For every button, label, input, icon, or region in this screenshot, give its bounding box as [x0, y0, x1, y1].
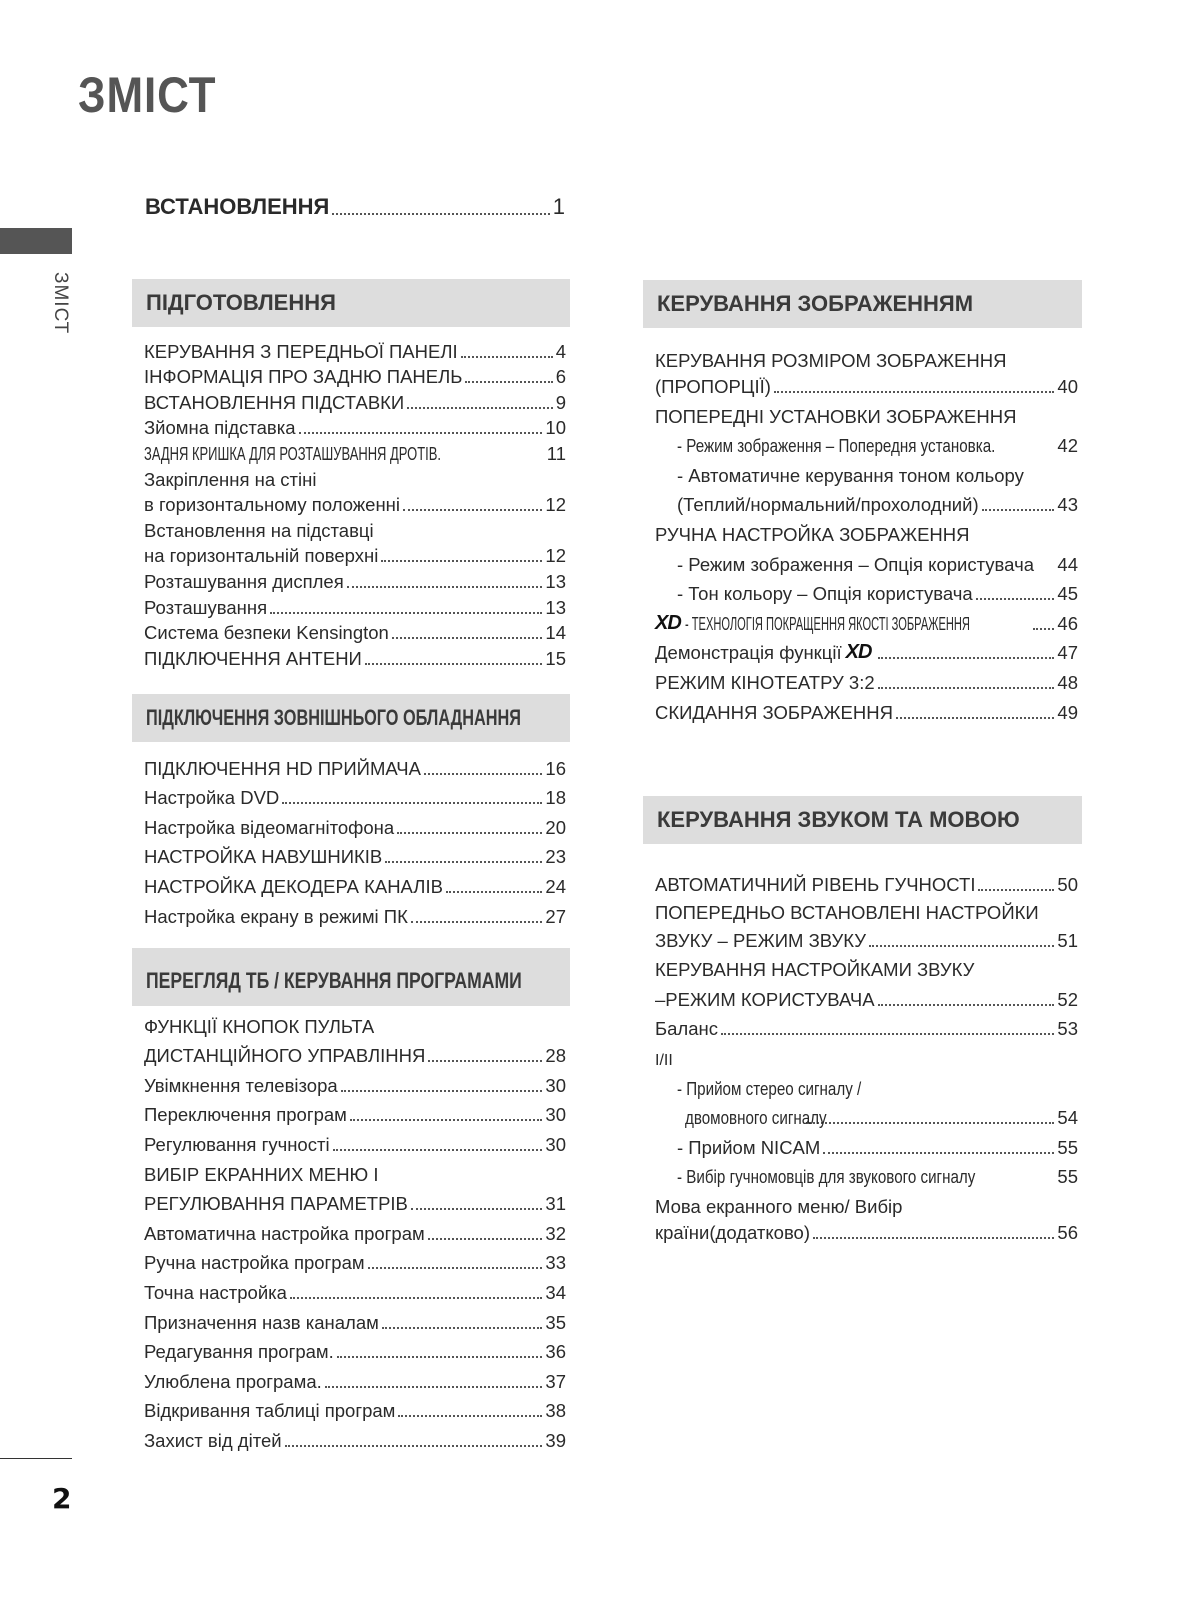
toc-entry[interactable]	[655, 398, 1078, 428]
toc-entry-title: Настройка DVD	[144, 787, 280, 809]
toc-entry-title: Редагування програм.	[144, 1341, 334, 1363]
toc-page-number: 1	[552, 194, 565, 219]
dot-leader	[806, 1122, 1055, 1124]
toc-entry[interactable]	[144, 868, 566, 898]
toc-page-number: 12	[545, 545, 566, 567]
dot-leader	[365, 663, 543, 665]
page-title: ЗМІСТ	[78, 67, 217, 123]
dot-leader	[290, 1297, 542, 1299]
dot-leader	[465, 381, 552, 383]
dot-leader	[347, 586, 543, 588]
toc-entry[interactable]	[144, 593, 566, 619]
toc-page-number: 56	[1057, 1221, 1078, 1243]
dot-leader	[368, 1267, 543, 1269]
toc-page-number: 28	[545, 1045, 566, 1067]
dot-leader	[823, 1152, 1054, 1154]
toc-entry-title: РУЧНА НАСТРОЙКА ЗОБРАЖЕННЯ	[655, 523, 970, 545]
toc-entry-title: ПІДКЛЮЧЕННЯ HD ПРИЙМАЧА	[144, 757, 421, 779]
toc-entry[interactable]	[655, 1129, 1078, 1159]
section-sound-language	[643, 796, 1082, 1244]
dot-leader	[896, 717, 1054, 719]
toc-page-number: 30	[545, 1104, 566, 1126]
toc-page-number: 30	[545, 1133, 566, 1155]
toc-entry-title: - Вибір гучномовців для звукового сигналу	[677, 1166, 976, 1188]
toc-entry-title: Точна настройка	[144, 1281, 287, 1303]
section-title: ПІДГОТОВЛЕННЯ	[146, 290, 336, 315]
dot-leader	[332, 213, 549, 215]
dot-leader	[299, 432, 543, 434]
toc-entry-title: Автоматична настройка програм	[144, 1222, 425, 1244]
dot-leader	[869, 945, 1054, 947]
toc-page-number: 55	[1057, 1166, 1078, 1188]
toc-entry-title: двомовного сигналу	[685, 1107, 827, 1129]
section-heading	[132, 694, 570, 742]
dot-leader	[398, 1415, 542, 1417]
toc-entry[interactable]	[655, 1011, 1078, 1041]
dot-leader	[774, 391, 1054, 393]
toc-entry-title: Баланс	[655, 1018, 718, 1040]
dot-leader	[392, 637, 543, 639]
toc-entry-title: КЕРУВАННЯ РОЗМІРОМ ЗОБРАЖЕННЯ	[655, 350, 1007, 371]
section-heading	[132, 279, 570, 327]
toc-entry[interactable]	[655, 1218, 1078, 1244]
toc-entry[interactable]	[144, 1215, 566, 1245]
toc-entry[interactable]	[655, 952, 1078, 982]
toc-entry[interactable]	[655, 1159, 1078, 1189]
section-title: КЕРУВАННЯ ЗОБРАЖЕННЯМ	[657, 291, 974, 316]
toc-entry[interactable]	[144, 898, 566, 928]
toc-entry-title: - Прийом NICAM	[677, 1136, 821, 1158]
toc-entry[interactable]	[655, 896, 1078, 924]
toc-entry-title: ЗАДНЯ КРИШКА ДЛЯ РОЗТАШУВАННЯ ДРОТІВ.	[144, 442, 441, 464]
section-external-equipment	[132, 694, 570, 928]
toc-entry[interactable]	[144, 1422, 566, 1452]
toc-page-number: 38	[545, 1400, 566, 1422]
toc-entry-title: ВИБІР ЕКРАННИХ МЕНЮ І	[144, 1163, 379, 1185]
section-preparation	[132, 279, 570, 670]
toc-page-number: 23	[545, 846, 566, 868]
toc-page-number: 53	[1057, 1018, 1078, 1040]
toc-entry[interactable]	[144, 1393, 566, 1423]
toc-entry-title: НАСТРОЙКА НАВУШНИКІВ	[144, 846, 383, 868]
toc-page-number: 33	[545, 1252, 566, 1274]
toc-entry[interactable]	[144, 1126, 566, 1156]
toc-page-number: 31	[545, 1193, 566, 1215]
dot-leader	[270, 612, 542, 614]
toc-entry[interactable]	[144, 1097, 566, 1127]
toc-entry-title: СКИДАННЯ ЗОБРАЖЕННЯ	[655, 701, 893, 723]
dot-leader	[428, 1238, 543, 1240]
toc-entry[interactable]	[655, 428, 1078, 458]
dot-leader	[428, 1060, 542, 1062]
toc-entry-title: Мова екранного меню/ Вибір	[655, 1195, 903, 1217]
dot-leader	[350, 1119, 543, 1121]
toc-entry-title: ПІДКЛЮЧЕННЯ АНТЕНИ	[144, 647, 362, 669]
toc-entry-title: –РЕЖИМ КОРИСТУВАЧА	[655, 988, 875, 1010]
dot-leader	[333, 1149, 543, 1151]
toc-page-number: 11	[546, 442, 566, 464]
xd-logo-icon: XD	[655, 611, 681, 634]
toc-page-number: 14	[545, 622, 566, 644]
toc-entry[interactable]	[655, 694, 1078, 724]
toc-entry[interactable]	[655, 1188, 1078, 1218]
toc-entry[interactable]	[144, 1363, 566, 1393]
toc-entry-title: - Тон кольору – Опція користувача	[677, 583, 973, 605]
section-tv-programs	[132, 948, 570, 1452]
toc-entry-title: ФУНКЦІЇ КНОПОК ПУЛЬТА	[144, 1015, 375, 1037]
toc-page-number: 4	[555, 340, 566, 362]
toc-page-number: 10	[545, 417, 566, 439]
toc-entry[interactable]	[655, 1070, 1078, 1100]
toc-entry[interactable]	[144, 491, 566, 517]
toc-entry-title: Розташування	[144, 596, 268, 618]
toc-entry-title: Увімкнення телевізора	[144, 1074, 338, 1096]
toc-entry-title: Переключення програм	[144, 1104, 347, 1126]
toc-entry-title: Розташування дисплея	[144, 570, 344, 592]
toc-entry-title: - ТЕХНОЛОГІЯ ПОКРАЩЕННЯ ЯКОСТІ ЗОБРАЖЕННЯ	[684, 612, 970, 634]
toc-entry-title: НАСТРОЙКА ДЕКОДЕРА КАНАЛІВ	[144, 875, 443, 897]
toc-entry-title: Настройка відеомагнітофона	[144, 816, 395, 838]
toc-entry[interactable]	[144, 516, 566, 542]
toc-entry[interactable]	[655, 457, 1078, 487]
toc-page-number: 44	[1057, 553, 1078, 575]
dot-leader	[976, 598, 1055, 600]
dot-leader	[461, 356, 553, 358]
toc-entry-title: Демонстрація функції	[655, 642, 842, 664]
toc-entry-title: ПОПЕРЕДНЬО ВСТАНОВЛЕНІ НАСТРОЙКИ	[655, 901, 1039, 923]
toc-entry-title: ПОПЕРЕДНІ УСТАНОВКИ ЗОБРАЖЕННЯ	[655, 405, 1017, 427]
toc-page-number: 12	[545, 494, 566, 516]
toc-entry[interactable]	[144, 542, 566, 568]
toc-entry[interactable]	[144, 839, 566, 869]
toc-entry[interactable]	[144, 1304, 566, 1334]
toc-page-number: 35	[545, 1311, 566, 1333]
toc-entry-title: - Автоматичне керування тоном кольору	[677, 464, 1024, 486]
dot-leader	[325, 1386, 543, 1388]
dot-leader	[424, 773, 543, 775]
toc-entry-title: Регулювання гучності	[144, 1133, 330, 1155]
toc-entry[interactable]	[144, 567, 566, 593]
toc-page-number: 37	[545, 1370, 566, 1392]
section-title: ПІДКЛЮЧЕННЯ ЗОВНІШНЬОГО ОБЛАДНАННЯ	[146, 705, 522, 730]
toc-entry-title: Закріплення на стіні	[144, 468, 317, 490]
toc-entry-title: РЕГУЛЮВАННЯ ПАРАМЕТРІВ	[144, 1193, 408, 1215]
dot-leader	[407, 407, 552, 409]
dot-leader	[403, 509, 542, 511]
toc-page-number: 36	[545, 1341, 566, 1363]
toc-entry-title: КЕРУВАННЯ НАСТРОЙКАМИ ЗВУКУ	[655, 959, 975, 981]
toc-entry[interactable]	[144, 1334, 566, 1364]
toc-entry-title: Призначення назв каналам	[144, 1311, 379, 1333]
toc-entry-title: Захист від дітей	[144, 1429, 282, 1451]
toc-entry[interactable]	[655, 372, 1078, 398]
toc-entry[interactable]	[144, 1008, 566, 1038]
toc-entry-title: АВТОМАТИЧНИЙ РІВЕНЬ ГУЧНОСТІ	[655, 873, 976, 895]
toc-page-number: 27	[545, 905, 566, 927]
toc-entry-title: (Теплий/нормальний/прохолодний)	[677, 494, 979, 516]
toc-page-number: 13	[545, 570, 566, 592]
dot-leader	[282, 802, 542, 804]
section-title: ПЕРЕГЛЯД ТБ / КЕРУВАННЯ ПРОГРАМАМИ	[146, 968, 522, 993]
toc-page-number: 49	[1057, 701, 1078, 723]
toc-entry[interactable]	[144, 1245, 566, 1275]
toc-page-number: 43	[1057, 494, 1078, 516]
toc-entry[interactable]	[144, 1067, 566, 1097]
dot-leader	[385, 861, 542, 863]
toc-entry[interactable]	[144, 619, 566, 645]
toc-page-number: 42	[1057, 435, 1078, 457]
toc-entry-title: країни(додатково)	[655, 1221, 811, 1243]
toc-entry[interactable]	[655, 346, 1078, 372]
toc-page-number: 52	[1057, 988, 1078, 1010]
toc-page-number: 6	[555, 366, 566, 388]
toc-entry-title: ВСТАНОВЛЕННЯ ПІДСТАВКИ	[144, 391, 405, 413]
toc-entry-title: Зйомна підставка	[144, 417, 296, 439]
toc-page-number: 54	[1057, 1107, 1078, 1129]
dot-leader	[878, 1004, 1055, 1006]
toc-entry[interactable]	[144, 414, 566, 440]
toc-entry[interactable]	[144, 465, 566, 491]
toc-entry-title: ДИСТАНЦІЙНОГО УПРАВЛІННЯ	[144, 1045, 426, 1067]
toc-page-number: 45	[1057, 583, 1078, 605]
toc-page-number: 48	[1057, 671, 1078, 693]
side-section-label: ЗМІСТ	[50, 272, 71, 335]
toc-entry[interactable]	[144, 780, 566, 810]
toc-entry[interactable]	[655, 546, 1078, 576]
toc-entry[interactable]	[144, 1186, 566, 1216]
toc-entry-title: Ручна настройка програм	[144, 1252, 365, 1274]
toc-entry-title: - Прийом стерео сигналу /	[677, 1077, 862, 1099]
toc-page-number: 47	[1057, 642, 1078, 664]
toc-page-number: 9	[555, 391, 566, 413]
dot-leader	[982, 509, 1055, 511]
section-heading	[132, 948, 570, 1006]
dot-leader	[878, 687, 1055, 689]
toc-page-number: 16	[545, 757, 566, 779]
toc-entry-title: - Режим зображення – Попередня установка.	[677, 435, 996, 457]
toc-entry[interactable]	[144, 809, 566, 839]
toc-entry[interactable]	[655, 576, 1078, 606]
toc-entry[interactable]	[144, 750, 566, 780]
toc-entry[interactable]	[655, 981, 1078, 1011]
toc-entry-title: ЗВУКУ – РЕЖИМ ЗВУКУ	[655, 929, 866, 951]
toc-entry-title: ІНФОРМАЦІЯ ПРО ЗАДНЮ ПАНЕЛЬ	[144, 366, 463, 388]
section-picture-control	[643, 280, 1082, 724]
dot-leader	[813, 1237, 1054, 1239]
toc-page-number: 18	[545, 787, 566, 809]
bottom-rule	[0, 1458, 72, 1459]
toc-page-number: 40	[1057, 376, 1078, 397]
toc-entry-title: ВСТАНОВЛЕННЯ	[145, 194, 330, 219]
dot-leader	[382, 1327, 543, 1329]
dot-leader	[411, 921, 543, 923]
toc-entry-title: I/II	[655, 1051, 673, 1069]
toc-entry-title: Встановлення на підставці	[144, 519, 374, 541]
dot-leader	[337, 1356, 543, 1358]
toc-entry[interactable]	[144, 644, 566, 670]
dot-leader	[446, 891, 542, 893]
toc-entry-title: РЕЖИМ КІНОТЕАТРУ 3:2	[655, 671, 875, 693]
toc-entry[interactable]	[144, 1274, 566, 1304]
section-heading	[643, 796, 1082, 844]
toc-entry[interactable]	[655, 664, 1078, 694]
toc-entry-title: (ПРОПОРЦІЇ)	[655, 376, 771, 397]
toc-entry[interactable]	[144, 439, 566, 465]
toc-entry[interactable]	[655, 1100, 1078, 1130]
toc-entry-title: КЕРУВАННЯ З ПЕРЕДНЬОЇ ПАНЕЛІ	[144, 340, 458, 362]
dot-leader	[1033, 628, 1055, 630]
toc-entry-install[interactable]	[145, 188, 565, 220]
toc-page-number: 46	[1057, 612, 1078, 634]
toc-page-number: 51	[1057, 929, 1078, 951]
toc-entry[interactable]	[144, 388, 566, 414]
toc-entry[interactable]	[655, 605, 1078, 635]
toc-entry-title: Настройка екрану в режимі ПК	[144, 905, 408, 927]
toc-page-number: 15	[545, 647, 566, 669]
dot-leader	[978, 889, 1054, 891]
toc-entry-title: - Режим зображення – Опція користувача	[677, 553, 1034, 575]
toc-entry-title: Система безпеки Kensington	[144, 622, 389, 644]
toc-page-number: 34	[545, 1281, 566, 1303]
toc-entry[interactable]	[655, 487, 1078, 517]
toc-page-number: 20	[545, 816, 566, 838]
xd-logo-icon: XD	[845, 641, 872, 664]
dot-leader	[341, 1090, 543, 1092]
toc-entry-title: на горизонтальній поверхні	[144, 545, 379, 567]
toc-page-number: 24	[545, 875, 566, 897]
page-number: 2	[52, 1482, 72, 1515]
dot-leader	[397, 832, 542, 834]
dot-leader	[285, 1445, 543, 1447]
toc-entry[interactable]	[144, 1038, 566, 1068]
toc-page-number: 55	[1057, 1136, 1078, 1158]
dot-leader	[411, 1208, 543, 1210]
side-tab-marker	[0, 228, 72, 254]
toc-entry-title: Улюблена програма.	[144, 1370, 322, 1392]
toc-entry[interactable]	[655, 924, 1078, 952]
toc-page-number: 39	[545, 1429, 566, 1451]
toc-entry[interactable]	[655, 866, 1078, 896]
toc-page-number: 50	[1057, 873, 1078, 895]
toc-page-number: 30	[545, 1074, 566, 1096]
toc-entry[interactable]	[655, 635, 1078, 665]
section-title: КЕРУВАННЯ ЗВУКОМ ТА МОВОЮ	[657, 807, 1020, 832]
toc-entry[interactable]	[144, 337, 566, 363]
toc-page-number: 13	[545, 596, 566, 618]
toc-entry[interactable]	[655, 516, 1078, 546]
toc-entry-title: в горизонтальному положенні	[144, 494, 401, 516]
dot-leader	[878, 657, 1054, 659]
toc-page-number: 32	[545, 1222, 566, 1244]
dot-leader	[721, 1033, 1054, 1035]
toc-entry[interactable]	[655, 1040, 1078, 1070]
toc-entry[interactable]	[144, 1156, 566, 1186]
dot-leader	[381, 560, 542, 562]
section-heading	[643, 280, 1082, 328]
toc-entry-title: Відкривання таблиці програм	[144, 1400, 396, 1422]
toc-entry[interactable]	[144, 363, 566, 389]
